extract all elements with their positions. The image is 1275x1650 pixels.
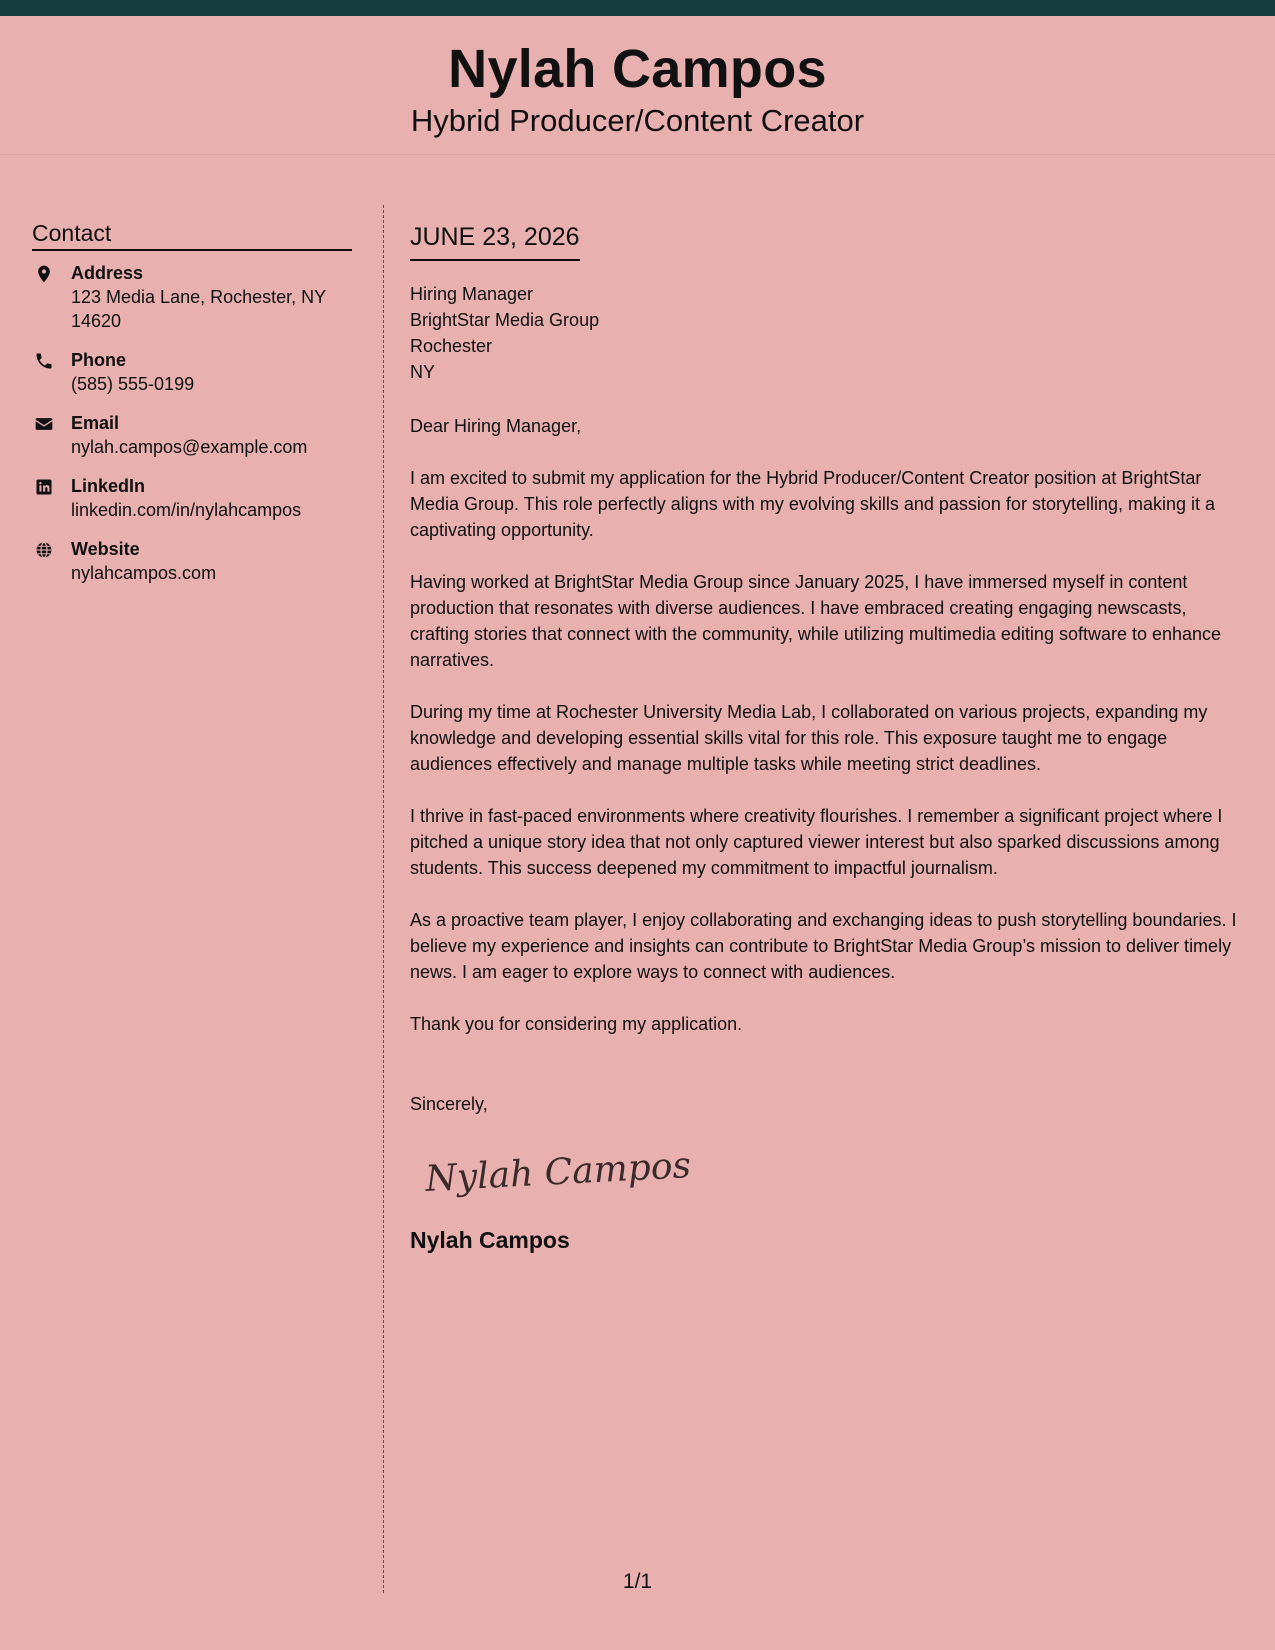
recipient-block [410,281,1250,385]
linkedin-icon [34,477,54,497]
letter-body [410,220,1250,1255]
closing: Sincerely, [410,1094,488,1114]
contact-linkedin [32,474,352,522]
letter-paragraph: During my time at Rochester University Media Lab, I collaborated on various projects, expanding my knowledge and developing essential skills vital for this role. This exposure taught me to engage audiences effectively and manage multiple tasks while meeting strict deadlines. [410,702,1208,774]
map-pin-icon [34,264,54,284]
contact-label: Email [71,413,120,434]
contact-heading: Contact [32,220,352,251]
recipient-line: Rochester [410,336,493,356]
envelope-icon [34,414,54,434]
page-header [0,16,1275,154]
recipient-line: Hiring Manager [410,284,534,304]
recipient-line: NY [410,362,436,382]
contact-value: linkedin.com/in/nylahcampos [71,500,302,521]
letter-date: JUNE 23, 2026 [410,220,580,261]
top-accent-bar [0,0,1275,16]
contact-label: Phone [71,350,127,371]
letter-paragraph: I am excited to submit my application for the Hybrid Producer/Content Creator position at BrightStar Media Group. This role perfectly aligns with my evolving skills and passion for storytelling, making it a captivating opportunity. [410,468,1216,540]
globe-icon [34,540,54,560]
header-divider [0,154,1275,155]
page-number: 1/1 [622,1570,653,1593]
signature-text: Nylah Campos [424,1145,692,1200]
contact-label: Website [71,539,140,560]
salutation: Dear Hiring Manager, [410,416,582,436]
letter-paragraph: Thank you for considering my application. [410,1014,743,1034]
contact-value: nylahcampos.com [71,563,217,584]
recipient-line: BrightStar Media Group [410,310,600,330]
letter-paragraph: As a proactive team player, I enjoy collaborating and exchanging ideas to push storytelling boundaries. I believe my experience and insights can contribute to BrightStar Media Group’s mission to deliver timely news. I am eager to explore ways to connect with audiences. [410,910,1237,982]
contact-address [32,261,352,333]
contact-label: Address [71,263,144,284]
letter-paragraph: Having worked at BrightStar Media Group since January 2025, I have immersed myself in content production that resonates with diverse audiences. I have embraced creating engaging newscasts, crafting stories that connect with the community, while utilizing multimedia editing software to enhance narratives. [410,572,1222,670]
contact-value: 123 Media Lane, Rochester, NY 14620 [71,287,326,332]
applicant-name: Nylah Campos [448,39,827,99]
signature-image [410,1137,710,1217]
contact-sidebar [32,220,352,600]
phone-icon [34,351,54,371]
applicant-title: Hybrid Producer/Content Creator [410,103,865,138]
signature [410,1137,1250,1217]
contact-phone [32,348,352,396]
contact-value: nylah.campos@example.com [71,437,308,458]
letter-paragraph: I thrive in fast-paced environments where creativity flourishes. I remember a significant project where I pitched a unique story idea that not only captured viewer interest but also sparked discussions among students. This success deepened my commitment to impactful journalism. [410,806,1223,878]
column-divider [383,205,384,1593]
signed-name: Nylah Campos [410,1227,570,1253]
contact-website [32,537,352,585]
contact-email [32,411,352,459]
contact-value: (585) 555-0199 [71,374,195,395]
contact-label: LinkedIn [71,476,146,497]
